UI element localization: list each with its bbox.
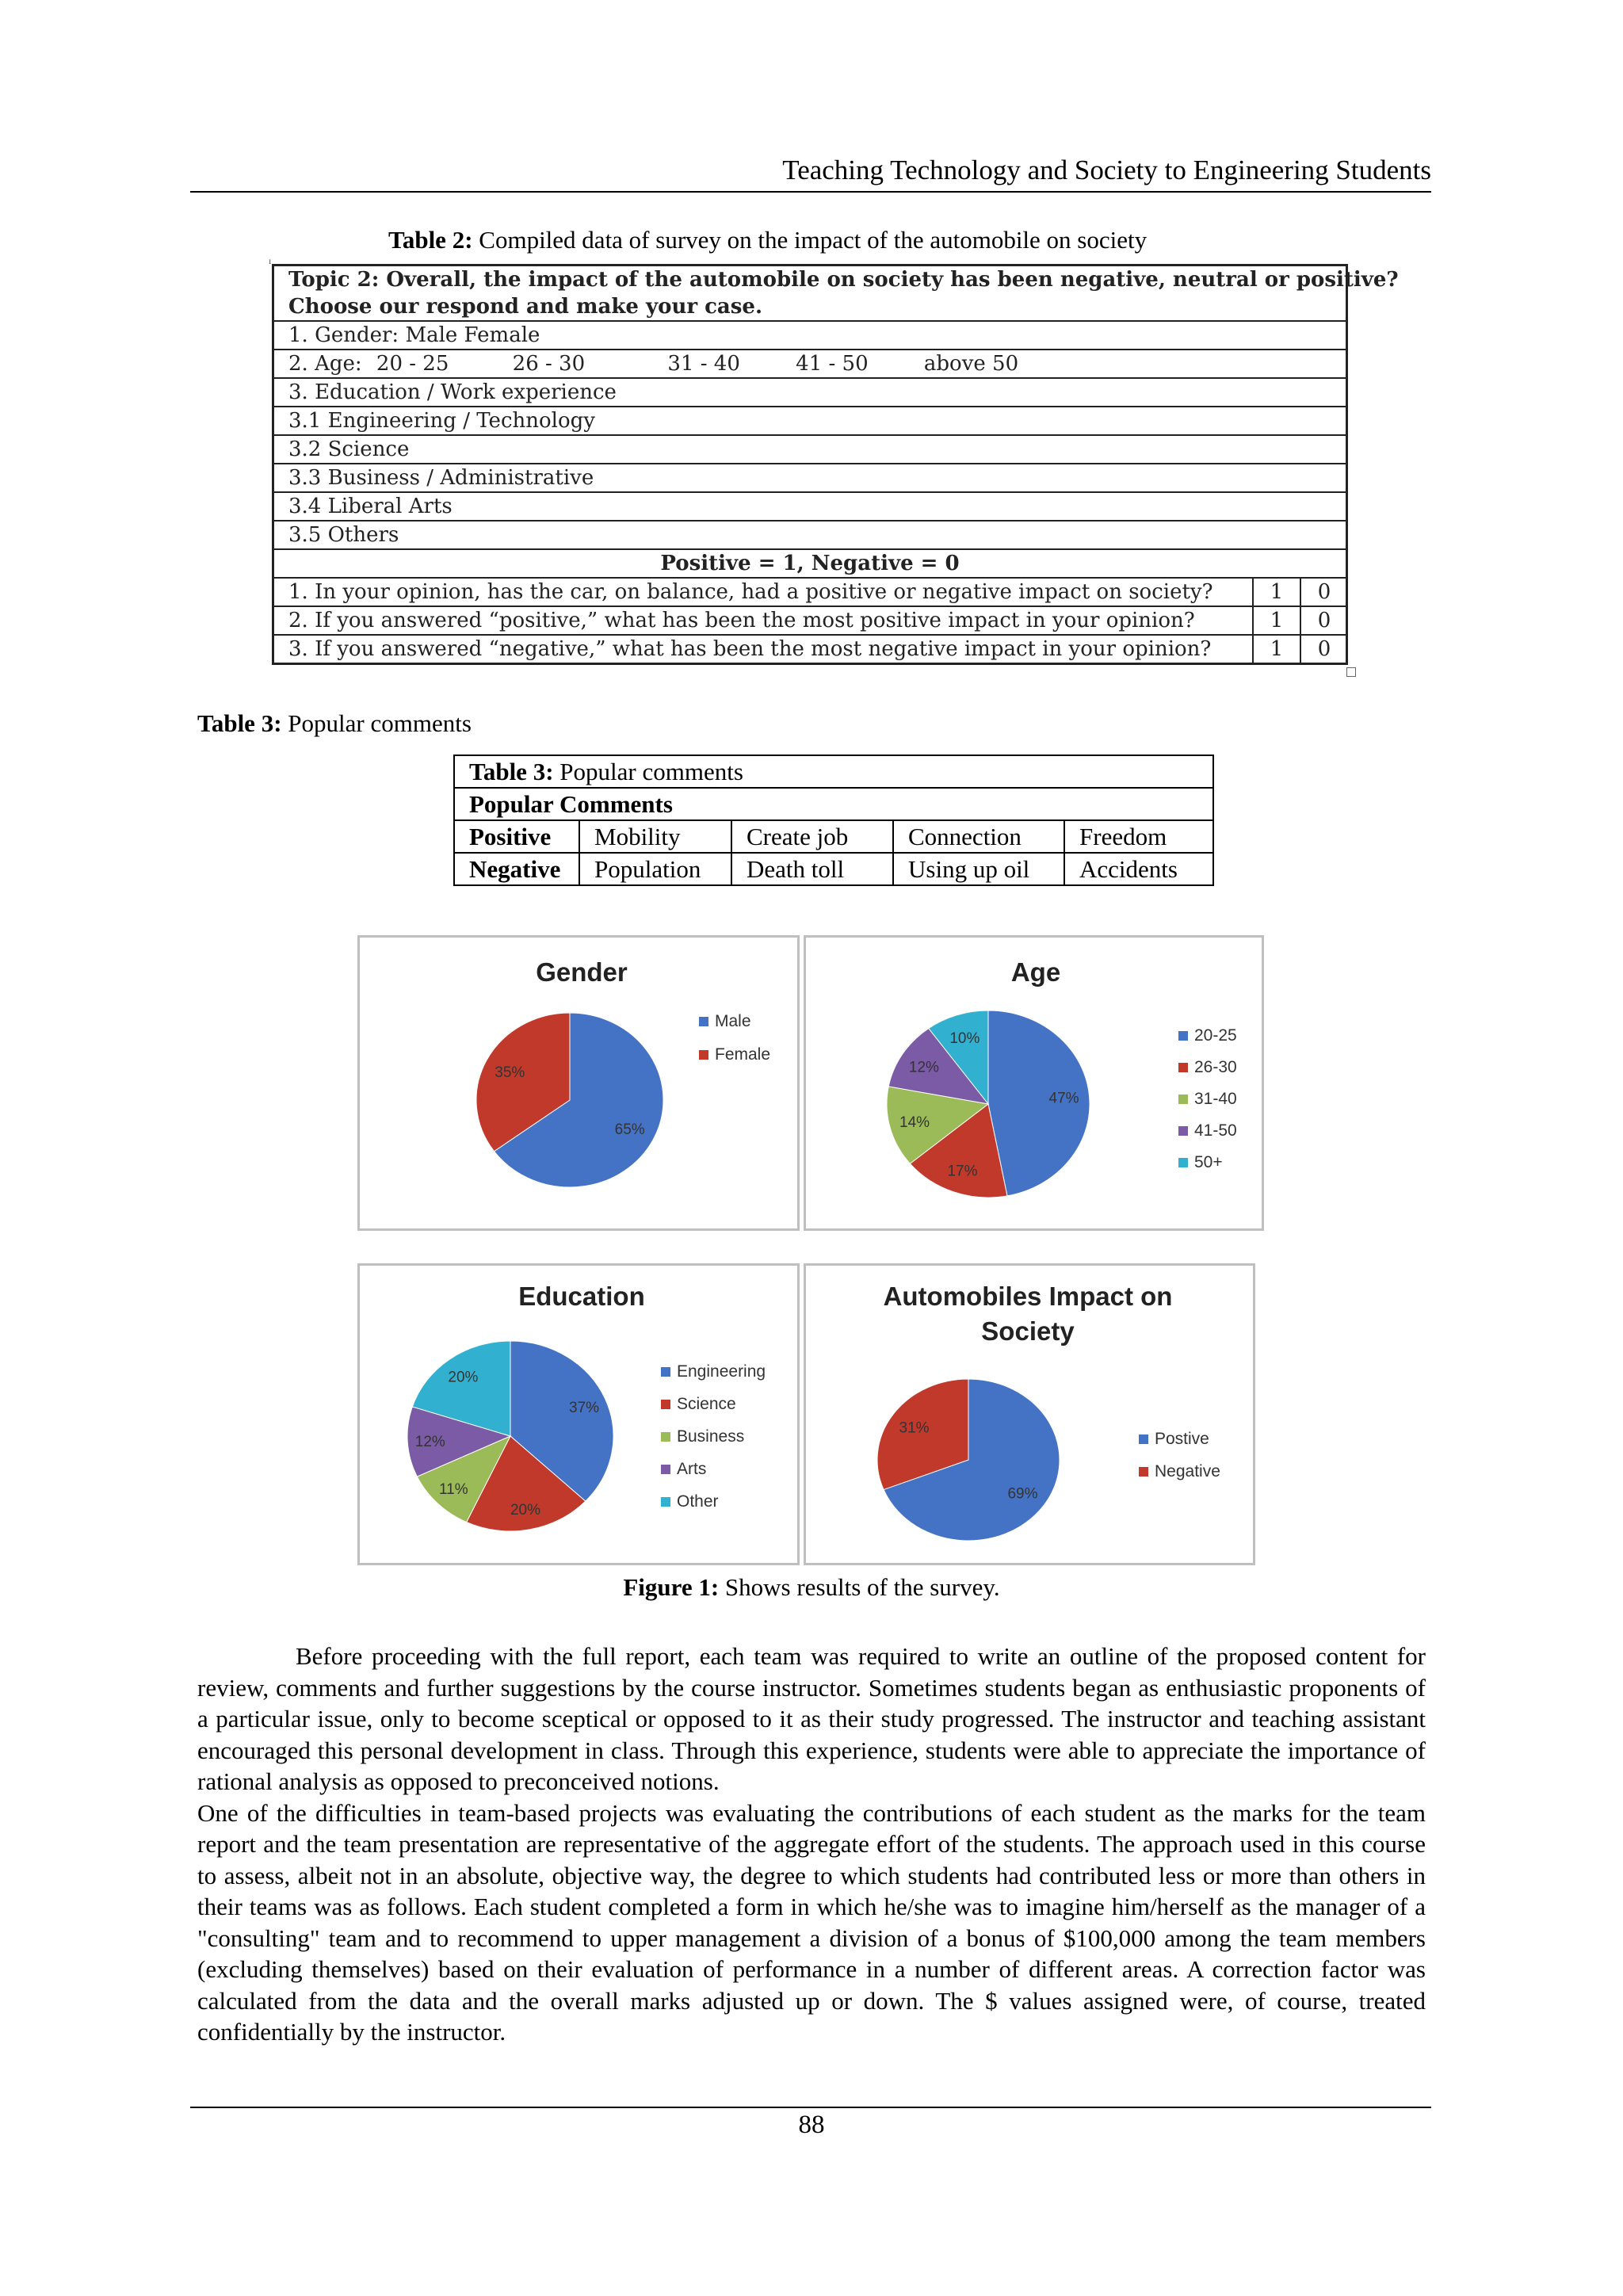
header-rule <box>190 191 1431 193</box>
table3-inner-text: Popular comments <box>553 758 743 785</box>
legend-swatch <box>661 1432 670 1442</box>
answer-negative: 0 <box>1300 636 1347 663</box>
answer-positive: 1 <box>1252 607 1300 634</box>
table-cell: Connection <box>893 820 1064 853</box>
legend-label: 50+ <box>1194 1153 1223 1171</box>
legend-swatch <box>1139 1467 1148 1477</box>
table2-question-row <box>274 577 1346 606</box>
legend-label: Arts <box>677 1460 707 1478</box>
table2-question-row <box>274 606 1346 634</box>
table3-caption-text: Popular comments <box>281 709 472 737</box>
slice-label: 31% <box>899 1419 930 1437</box>
legend-swatch <box>1178 1095 1188 1104</box>
table-row <box>454 853 1213 885</box>
answer-positive: 1 <box>1252 636 1300 663</box>
chart-title: Gender <box>536 957 628 987</box>
legend-label: 41-50 <box>1194 1121 1237 1140</box>
question-text: 1. In your opinion, has the car, on balance, had a positive or negative impact on society? <box>288 580 1213 604</box>
slice-label: 10% <box>949 1030 980 1047</box>
paragraph: One of the difficulties in team-based projects was evaluating the contributions of each student as the marks for the team report and the team presentation are representative of the aggregate effort of the students. The approach used in this course to assess, albeit not in an absolute, objective way, the degree to which students had contributed less or more than others in their teams was as follows. Each student completed a form in which he/she was to imagine him/herself as the manager of a "consulting" team and to recommend to upper management a division of a bonus of $100,000 among the team members (excluding themselves) based on their evaluation of performance in a number of different areas. A correction factor was calculated from the data and the overall marks adjusted up or down. The $ values assigned were, of course, treated confidentially by the instructor. <box>197 1798 1426 2046</box>
age-option: 20 - 25 <box>376 352 449 376</box>
running-header: Teaching Technology and Society to Engineering Students <box>782 155 1431 185</box>
table-anchor-mark: ı <box>269 255 272 266</box>
row-label: Positive <box>454 820 579 853</box>
table2-caption-label: Table 2: <box>388 226 473 254</box>
survey-table <box>272 264 1399 665</box>
table2-edu-item: 3.1 Engineering / Technology <box>274 406 1346 434</box>
table3-inner-label: Table 3: <box>469 758 554 785</box>
table2-topic-row <box>274 266 1399 320</box>
slice-label: 20% <box>448 1369 479 1386</box>
legend-swatch <box>661 1497 670 1507</box>
answer-negative: 0 <box>1300 607 1347 634</box>
slice-label: 12% <box>908 1059 939 1076</box>
slice-label: 37% <box>569 1399 600 1416</box>
answer-negative: 0 <box>1300 579 1347 606</box>
table2-gender-row: 1. Gender: Male Female <box>274 320 1346 349</box>
paragraph: Before proceeding with the full report, each team was required to write an outline of the proposed content for review, comments and further suggestions by the course instructor. Sometimes students began as enthusiastic proponents of a particular issue, only to become sceptical or opposed to it as their study progressed. The instructor and teaching assistant encouraged this personal development in class. Through this experience, students were able to appreciate the importance of rational analysis as opposed to preconceived notions. <box>197 1642 1426 1795</box>
age-option: 41 - 50 <box>796 352 869 376</box>
legend-label: 20-25 <box>1194 1026 1237 1045</box>
legend-label: Male <box>715 1012 751 1030</box>
question-text: 2. If you answered “positive,” what has been the most positive impact in your opinion? <box>288 609 1195 632</box>
legend-label: Science <box>677 1395 736 1413</box>
figure-caption-text: Shows results of the survey. <box>719 1573 1000 1601</box>
legend-swatch <box>1139 1435 1148 1444</box>
table2-age-label: 2. Age: <box>288 352 362 376</box>
legend-swatch <box>1178 1158 1188 1167</box>
legend-swatch <box>661 1367 670 1377</box>
slice-label: 20% <box>510 1501 541 1519</box>
figure-caption <box>0 1573 1623 1602</box>
legend-label: Female <box>715 1045 771 1064</box>
age-option: 31 - 40 <box>667 352 740 376</box>
legend-swatch <box>1178 1063 1188 1072</box>
slice-label: 17% <box>947 1163 978 1180</box>
table3-caption-label: Table 3: <box>197 709 282 737</box>
slice-label: 65% <box>614 1121 645 1138</box>
slice-label: 35% <box>495 1064 525 1082</box>
table2-scale-row: Positive = 1, Negative = 0 <box>274 548 1346 577</box>
table3-inner-caption <box>454 755 1213 788</box>
table2-caption-text: Compiled data of survey on the impact of the automobile on society <box>472 226 1148 254</box>
table3-caption-row <box>454 755 1213 788</box>
table-cell: Freedom <box>1064 820 1213 853</box>
table2-question-row <box>274 634 1346 663</box>
age-option: above 50 <box>923 352 1019 376</box>
chart-title: Age <box>1010 957 1061 987</box>
impact-chart <box>804 1263 1255 1565</box>
chart-title: Education <box>518 1282 645 1311</box>
slice-label: 14% <box>899 1114 930 1132</box>
table-cell: Accidents <box>1064 853 1213 885</box>
legend-swatch <box>699 1050 708 1060</box>
table-cell: Population <box>579 853 731 885</box>
chart-title: Society <box>981 1316 1075 1346</box>
legend-swatch <box>699 1017 708 1026</box>
legend-label: 31-40 <box>1194 1090 1237 1108</box>
table-cell: Death toll <box>731 853 893 885</box>
figure-caption-label: Figure 1: <box>623 1573 720 1601</box>
legend-label: 26-30 <box>1194 1058 1237 1076</box>
legend-label: Business <box>677 1427 745 1446</box>
slice-label: 12% <box>414 1433 445 1450</box>
table2-education-row: 3. Education / Work experience <box>274 377 1346 406</box>
question-text: 3. If you answered “negative,” what has been the most negative impact in your opinion? <box>288 637 1212 661</box>
age-chart <box>804 935 1264 1231</box>
chart-title: Automobiles Impact on <box>883 1282 1173 1311</box>
slice-label: 69% <box>1007 1485 1038 1503</box>
legend-swatch <box>661 1400 670 1409</box>
gender-chart <box>357 935 800 1231</box>
table2-edu-item: 3.5 Others <box>274 520 1346 548</box>
body-text <box>197 1641 1426 2048</box>
table-cell: Create job <box>731 820 893 853</box>
table2-topic-line1: Topic 2: Overall, the impact of the automobile on society has been negative, neutral or positive? <box>288 268 1399 292</box>
table-cell: Mobility <box>579 820 731 853</box>
legend-label: Engineering <box>677 1362 766 1381</box>
table3-heading: Popular Comments <box>454 788 1213 820</box>
table-row <box>454 820 1213 853</box>
table3-heading-row <box>454 788 1213 820</box>
table2-edu-item: 3.4 Liberal Arts <box>274 491 1346 520</box>
legend-swatch <box>1178 1126 1188 1136</box>
legend-swatch <box>1178 1031 1188 1041</box>
answer-positive: 1 <box>1252 579 1300 606</box>
legend-label: Other <box>677 1492 719 1511</box>
page-number: 88 <box>798 2111 825 2139</box>
table3-caption <box>197 709 472 738</box>
legend-label: Postive <box>1155 1430 1209 1448</box>
resize-handle <box>1346 667 1356 677</box>
slice-label: 47% <box>1048 1090 1079 1107</box>
legend-swatch <box>661 1465 670 1474</box>
legend-label: Negative <box>1155 1462 1220 1480</box>
table2-age-row <box>274 349 1346 377</box>
education-chart <box>357 1263 800 1565</box>
comments-table <box>453 755 1214 886</box>
table2-edu-item: 3.2 Science <box>274 434 1346 463</box>
footer-rule <box>190 2107 1431 2108</box>
table-cell: Using up oil <box>893 853 1064 885</box>
age-option: 26 - 30 <box>512 352 586 376</box>
row-label: Negative <box>454 853 579 885</box>
table2-edu-item: 3.3 Business / Administrative <box>274 463 1346 491</box>
table2-caption <box>388 226 1147 254</box>
slice-label: 11% <box>438 1481 468 1499</box>
table2-topic-line2: Choose our respond and make your case. <box>288 295 762 319</box>
